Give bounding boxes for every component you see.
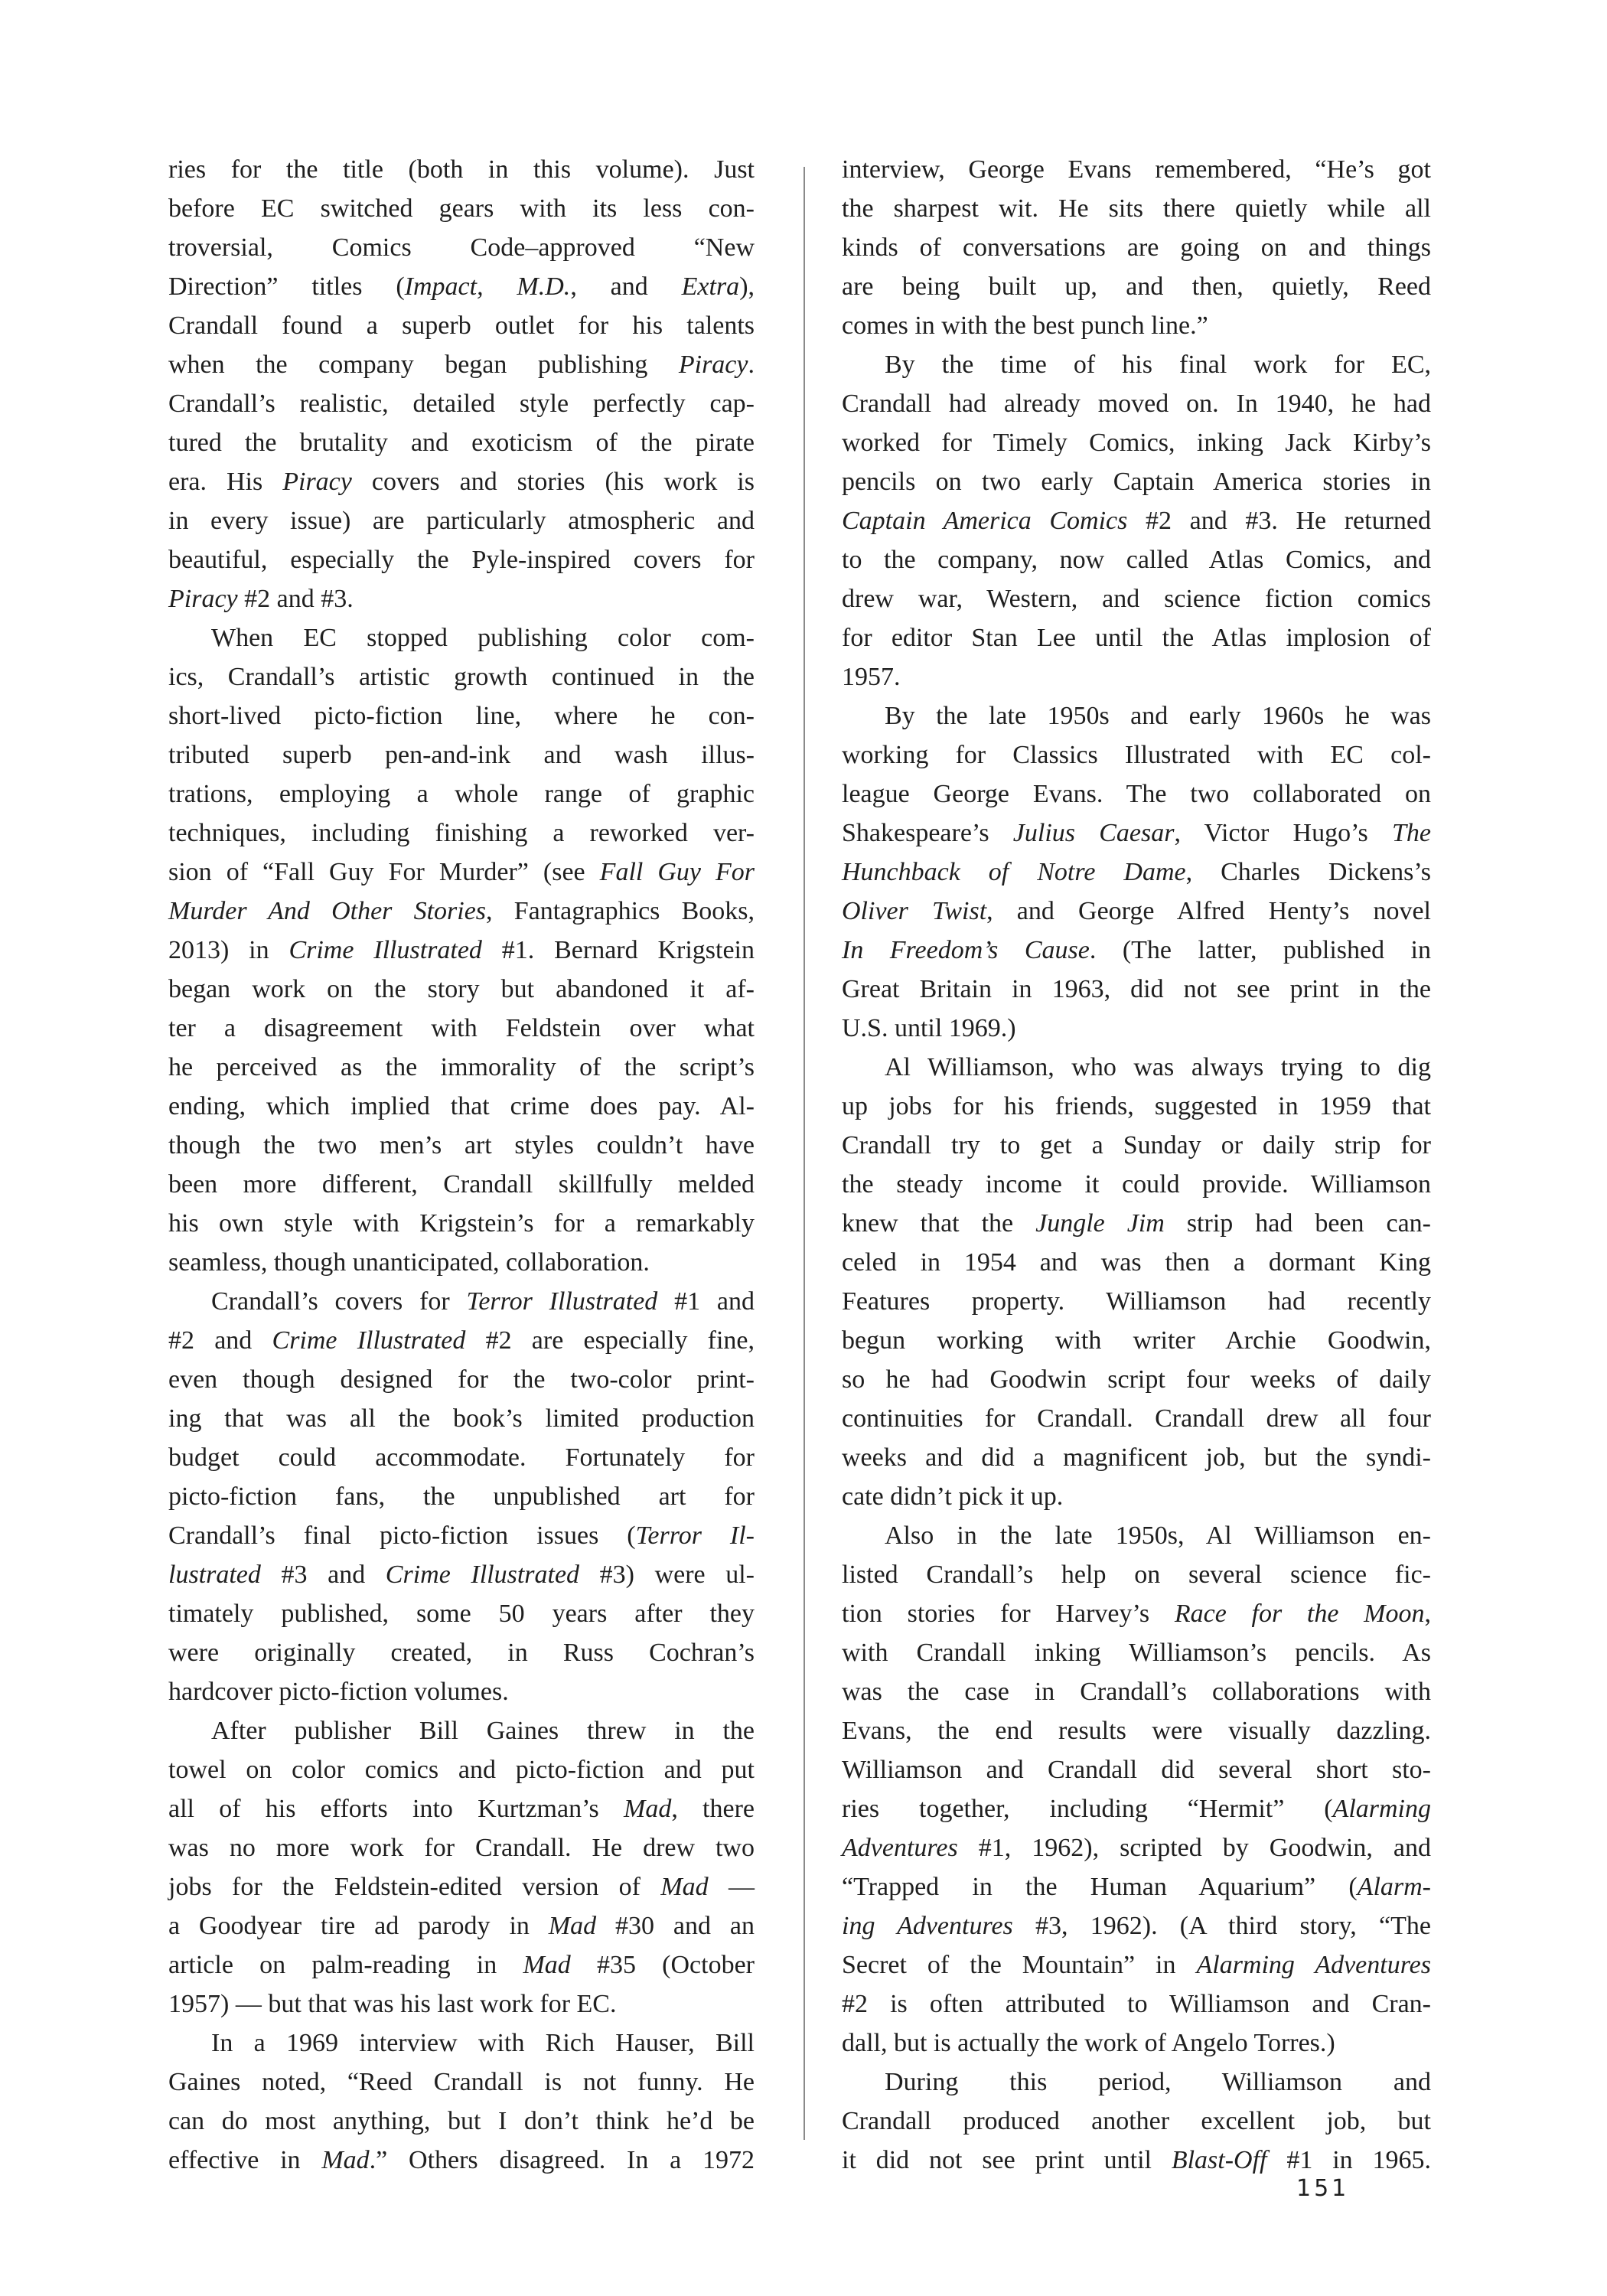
text-line: towel on color comics and picto-fiction and put xyxy=(168,1756,755,1784)
text-line: celed in 1954 and was then a dormant King xyxy=(842,1248,1431,1277)
text-line: ing that was all the book’s limited production xyxy=(168,1404,755,1433)
text-line: 1957. xyxy=(842,663,901,691)
text-line: began work on the story but abandoned it af- xyxy=(168,975,755,1003)
text-line: knew that the Jungle Jim strip had been can- xyxy=(842,1209,1431,1238)
text-line: budget could accommodate. Fortunately for xyxy=(168,1443,755,1472)
text-line: effective in Mad.” Others disagreed. In a 1972 xyxy=(168,2146,755,2174)
text-line: Secret of the Mountain” in Alarming Adventures xyxy=(842,1951,1431,1979)
text-line: ries together, including “Hermit” (Alarming xyxy=(842,1795,1431,1823)
text-line: Evans, the end results were visually dazzling. xyxy=(842,1717,1431,1745)
text-line: Crandall had already moved on. In 1940, he had xyxy=(842,390,1431,418)
text-line: ics, Crandall’s artistic growth continued in the xyxy=(168,663,755,691)
text-line: Adventures #1, 1962), scripted by Goodwin, and xyxy=(842,1834,1431,1862)
text-line: a Goodyear tire ad parody in Mad #30 and an xyxy=(168,1912,755,1940)
text-line: Murder And Other Stories, Fantagraphics Books, xyxy=(168,897,755,925)
text-line: Features property. Williamson had recently xyxy=(842,1287,1431,1316)
text-line: Hunchback of Notre Dame, Charles Dickens’s xyxy=(842,858,1432,886)
text-line: working for Classics Illustrated with EC col- xyxy=(842,741,1431,769)
text-line: ter a disagreement with Feldstein over what xyxy=(168,1014,755,1042)
text-line: 1957) — but that was his last work for EC. xyxy=(168,1990,617,2018)
text-line: tributed superb pen-and-ink and wash illus- xyxy=(168,741,755,769)
text-line: tion stories for Harvey’s Race for the Moon, xyxy=(842,1600,1431,1628)
text-line: was no more work for Crandall. He drew two xyxy=(168,1834,755,1862)
text-line: Crandall’s covers for Terror Illustrated #1 and xyxy=(211,1287,755,1316)
text-line: Shakespeare’s Julius Caesar, Victor Hugo’s The xyxy=(842,819,1431,847)
text-line: with Crandall inking Williamson’s pencils. As xyxy=(842,1639,1431,1667)
text-line: so he had Goodwin script four weeks of daily xyxy=(842,1365,1431,1394)
text-line: When EC stopped publishing color com- xyxy=(211,624,755,652)
page-number: 151 xyxy=(1296,2175,1350,2202)
text-line: continuities for Crandall. Crandall drew all four xyxy=(842,1404,1431,1433)
text-line: can do most anything, but I don’t think he’d be xyxy=(168,2107,755,2135)
text-line: By the time of his final work for EC, xyxy=(885,351,1431,379)
text-line: ending, which implied that crime does pay. Al- xyxy=(168,1092,755,1120)
text-line: Crandall produced another excellent job, but xyxy=(842,2107,1431,2135)
text-line: his own style with Krigstein’s for a remarkably xyxy=(168,1209,755,1238)
text-line: for editor Stan Lee until the Atlas implosion of xyxy=(842,624,1431,652)
text-line: U.S. until 1969.) xyxy=(842,1014,1016,1042)
text-line: Oliver Twist, and George Alfred Henty’s novel xyxy=(842,897,1431,925)
text-line: comes in with the best punch line.” xyxy=(842,311,1208,340)
text-line: pencils on two early Captain America stories in xyxy=(842,468,1431,496)
text-line: league George Evans. The two collaborated on xyxy=(842,780,1431,808)
text-line: era. His Piracy covers and stories (his work is xyxy=(168,468,755,496)
text-line: was the case in Crandall’s collaborations with xyxy=(842,1678,1431,1706)
text-line: all of his efforts into Kurtzman’s Mad, there xyxy=(168,1795,755,1823)
left-text-column xyxy=(168,150,755,2180)
text-line: #2 is often attributed to Williamson and Cran- xyxy=(842,1990,1431,2018)
text-line: up jobs for his friends, suggested in 1959 that xyxy=(842,1092,1431,1120)
text-line: begun working with writer Archie Goodwin, xyxy=(842,1326,1431,1355)
text-line: in every issue) are particularly atmospheric and xyxy=(168,507,755,535)
text-line: Williamson and Crandall did several short sto- xyxy=(842,1756,1431,1784)
text-line: 2013) in Crime Illustrated #1. Bernard Krigstein xyxy=(168,936,755,964)
text-line: After publisher Bill Gaines threw in the xyxy=(211,1717,755,1745)
text-line: “Trapped in the Human Aquarium” (Alarm- xyxy=(842,1873,1431,1901)
text-line: to the company, now called Atlas Comics, and xyxy=(842,546,1431,574)
text-line: ing Adventures #3, 1962). (A third story, “The xyxy=(842,1912,1431,1940)
text-line: Direction” titles (Impact, M.D., and Extra), xyxy=(168,272,755,301)
text-line: Crandall’s realistic, detailed style perfectly cap- xyxy=(168,390,755,418)
text-line: Captain America Comics #2 and #3. He returned xyxy=(842,507,1432,535)
text-line: During this period, Williamson and xyxy=(885,2068,1431,2096)
text-line: Great Britain in 1963, did not see print in the xyxy=(842,975,1431,1003)
text-line: ries for the title (both in this volume). Just xyxy=(168,155,755,184)
text-line: drew war, Western, and science fiction comics xyxy=(842,585,1431,613)
text-line: Piracy #2 and #3. xyxy=(168,585,354,613)
text-line: Crandall found a superb outlet for his talents xyxy=(168,311,755,340)
text-line: sion of “Fall Guy For Murder” (see Fall Guy For xyxy=(168,858,755,886)
text-line: trations, employing a whole range of graphic xyxy=(168,780,755,808)
text-line: the steady income it could provide. Williamson xyxy=(842,1170,1431,1199)
text-line: hardcover picto-fiction volumes. xyxy=(168,1678,509,1706)
text-line: seamless, though unanticipated, collaboration. xyxy=(168,1248,650,1277)
text-line: cate didn’t pick it up. xyxy=(842,1482,1064,1511)
text-line: Gaines noted, “Reed Crandall is not funny. He xyxy=(168,2068,755,2096)
text-line: worked for Timely Comics, inking Jack Kirby’s xyxy=(842,429,1431,457)
text-line: Also in the late 1950s, Al Williamson en- xyxy=(885,1521,1431,1550)
text-line: lustrated #3 and Crime Illustrated #3) were ul- xyxy=(168,1561,755,1589)
text-line: kinds of conversations are going on and things xyxy=(842,233,1431,262)
right-text-column xyxy=(842,150,1431,2180)
text-line: dall, but is actually the work of Angelo Torres.) xyxy=(842,2029,1335,2057)
text-line: he perceived as the immorality of the script’s xyxy=(168,1053,755,1081)
text-line: when the company began publishing Piracy. xyxy=(168,351,755,379)
text-line: even though designed for the two-color print- xyxy=(168,1365,755,1394)
text-line: #2 and Crime Illustrated #2 are especially fine, xyxy=(168,1326,755,1355)
text-line: jobs for the Feldstein-edited version of Mad — xyxy=(168,1873,755,1901)
text-line: Crandall’s final picto-fiction issues (Terror Il- xyxy=(168,1521,755,1550)
text-line: the sharpest wit. He sits there quietly while all xyxy=(842,194,1431,223)
text-line: short-lived picto-fiction line, where he con- xyxy=(168,702,755,730)
column-divider xyxy=(804,167,805,2140)
text-line: In a 1969 interview with Rich Hauser, Bill xyxy=(211,2029,755,2057)
text-line: though the two men’s art styles couldn’t have xyxy=(168,1131,755,1159)
text-line: Crandall try to get a Sunday or daily strip for xyxy=(842,1131,1431,1159)
text-line: listed Crandall’s help on several science fic- xyxy=(842,1561,1431,1589)
text-line: article on palm-reading in Mad #35 (October xyxy=(168,1951,755,1979)
text-line: were originally created, in Russ Cochran’s xyxy=(168,1639,755,1667)
text-line: weeks and did a magnificent job, but the syndi- xyxy=(842,1443,1431,1472)
text-line: By the late 1950s and early 1960s he was xyxy=(885,702,1431,730)
text-line: beautiful, especially the Pyle-inspired covers for xyxy=(168,546,755,574)
text-line: before EC switched gears with its less con- xyxy=(168,194,755,223)
text-line: tured the brutality and exoticism of the pirate xyxy=(168,429,755,457)
text-line: timately published, some 50 years after they xyxy=(168,1600,755,1628)
text-line: Al Williamson, who was always trying to dig xyxy=(885,1053,1431,1081)
text-line: are being built up, and then, quietly, Reed xyxy=(842,272,1431,301)
text-line: techniques, including finishing a reworked ver- xyxy=(168,819,755,847)
text-line: picto-fiction fans, the unpublished art for xyxy=(168,1482,755,1511)
text-line: it did not see print until Blast-Off #1 in 1965. xyxy=(842,2146,1431,2174)
text-line: In Freedom’s Cause. (The latter, published in xyxy=(842,936,1432,964)
text-line: been more different, Crandall skillfully melded xyxy=(168,1170,755,1199)
text-line: troversial, Comics Code–approved “New xyxy=(168,233,755,262)
text-line: interview, George Evans remembered, “He’s got xyxy=(842,155,1431,184)
